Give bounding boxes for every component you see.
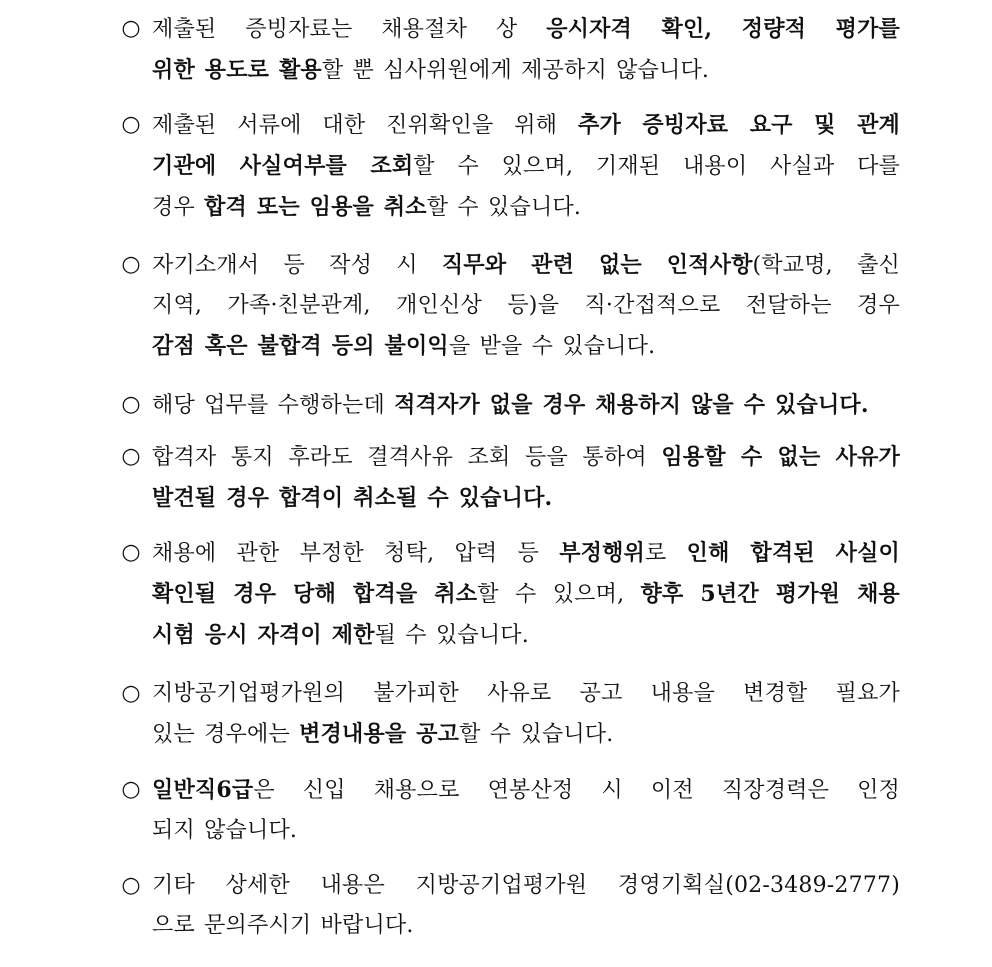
bold-text-segment: 시험 응시 자격이 제한 (152, 622, 375, 648)
bold-text-segment: 추가 증빙자료 요구 및 관계 (578, 112, 900, 138)
item-line (152, 286, 900, 326)
item-line (152, 326, 900, 367)
bold-text-segment: 변경내용을 공고 (299, 721, 460, 747)
text-segment: 되지 않습니다. (152, 818, 298, 843)
text-segment: 경우 (152, 195, 205, 220)
text-segment: 할 수 있으며, 기재된 내용이 사실과 다를 (413, 154, 900, 179)
item-line (152, 9, 900, 50)
bold-text-segment: 응시자격 확인, 정량적 평가를 (546, 16, 900, 42)
bold-text-segment: 적격자가 없을 경우 채용하지 않을 수 있습니다. (394, 392, 869, 418)
item-line (152, 533, 900, 574)
notice-item (116, 533, 900, 656)
text-segment: 할 수 있으며, (477, 582, 641, 607)
item-line (152, 906, 900, 946)
text-segment: 지방공기업평가원의 불가피한 사유로 공고 내용을 변경할 필요가 (152, 681, 900, 706)
notice-item (116, 105, 900, 228)
circle-bullet-icon: ○ (121, 112, 141, 137)
bold-text-segment: 감점 혹은 불합격 등의 불이익 (152, 333, 449, 359)
item-line (152, 50, 900, 91)
notice-item (116, 866, 900, 946)
text-segment: 은 신입 채용으로 연봉산정 시 이전 직장경력은 인정 (253, 778, 900, 803)
circle-bullet-icon: ○ (121, 392, 141, 417)
notice-item (116, 770, 900, 851)
text-segment: 제출된 서류에 대한 진위확인을 위해 (152, 113, 578, 138)
notice-item (116, 9, 900, 91)
item-line (152, 437, 900, 478)
circle-bullet-icon: ○ (121, 444, 141, 469)
notice-item (116, 437, 900, 519)
text-segment: 해당 업무를 수행하는데 (152, 393, 395, 418)
circle-bullet-icon: ○ (121, 252, 141, 277)
bold-text-segment: 임용할 수 없는 사유가 (661, 444, 900, 470)
item-line (152, 245, 900, 286)
item-line (152, 105, 900, 146)
text-segment: 으로 문의주시기 바랍니다. (152, 913, 414, 938)
item-line (152, 770, 900, 811)
text-segment: 기타 상세한 내용은 지방공기업평가원 경영기획실(02-3489-2777) (152, 873, 900, 898)
item-line (152, 674, 900, 714)
text-segment: 할 수 있습니다. (426, 195, 582, 220)
item-line (152, 811, 900, 851)
circle-bullet-icon: ○ (121, 777, 141, 802)
text-segment: 채용에 관한 부정한 청탁, 압력 등 (152, 541, 560, 566)
item-line (152, 187, 900, 228)
text-segment: 있는 경우에는 (152, 722, 300, 747)
item-line (152, 866, 900, 906)
text-segment: 될 수 있습니다. (374, 623, 529, 648)
notice-item (116, 674, 900, 755)
item-line (152, 574, 900, 615)
text-segment: 할 뿐 심사위원에게 제공하지 않습니다. (321, 58, 710, 83)
circle-bullet-icon: ○ (121, 873, 141, 898)
bold-text-segment: 합격 또는 임용을 취소 (204, 194, 427, 220)
item-line (152, 478, 900, 519)
notice-item (116, 385, 900, 426)
item-line (152, 146, 900, 187)
text-segment: 을 받을 수 있습니다. (448, 334, 656, 359)
text-segment: 제출된 증빙자료는 채용절차 상 (152, 17, 547, 42)
text-segment: 합격자 통지 후라도 결격사유 조회 등을 통하여 (152, 445, 662, 470)
notice-item (116, 245, 900, 367)
item-line (152, 714, 900, 755)
bold-text-segment: 위한 용도로 활용 (152, 57, 322, 83)
bold-text-segment: 직무와 관련 없는 인적사항 (441, 252, 753, 278)
text-segment: 로 (645, 541, 687, 566)
circle-bullet-icon: ○ (121, 540, 141, 565)
bold-text-segment: 확인될 경우 당해 합격을 취소 (152, 581, 478, 607)
bold-text-segment: 일반직6급 (152, 777, 254, 803)
bold-text-segment: 인해 합격된 사실이 (686, 540, 900, 566)
text-segment: 자기소개서 등 작성 시 (152, 253, 442, 278)
text-segment: 지역, 가족·친분관계, 개인신상 등)을 직·간접적으로 전달하는 경우 (152, 293, 900, 318)
bold-text-segment: 부정행위 (559, 540, 646, 566)
bold-text-segment: 향후 5년간 평가원 채용 (640, 581, 900, 607)
item-line (152, 385, 900, 426)
circle-bullet-icon: ○ (121, 16, 141, 41)
bold-text-segment: 기관에 사실여부를 조회 (152, 153, 414, 179)
item-line (152, 615, 900, 656)
circle-bullet-icon: ○ (121, 681, 141, 706)
bold-text-segment: 발견될 경우 합격이 취소될 수 있습니다. (152, 485, 553, 511)
text-segment: 할 수 있습니다. (459, 722, 614, 747)
text-segment: (학교명, 출신 (752, 253, 900, 278)
